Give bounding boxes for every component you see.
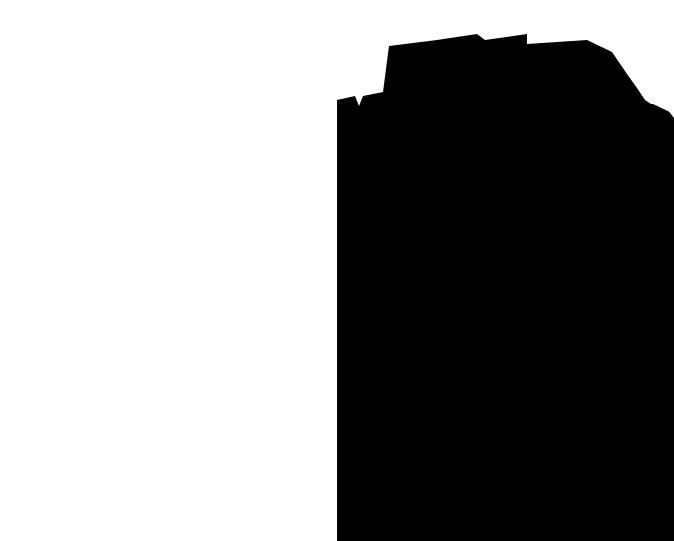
- night-sky: [337, 34, 674, 541]
- ladder-illustration: [337, 0, 674, 541]
- right-page: [337, 0, 674, 541]
